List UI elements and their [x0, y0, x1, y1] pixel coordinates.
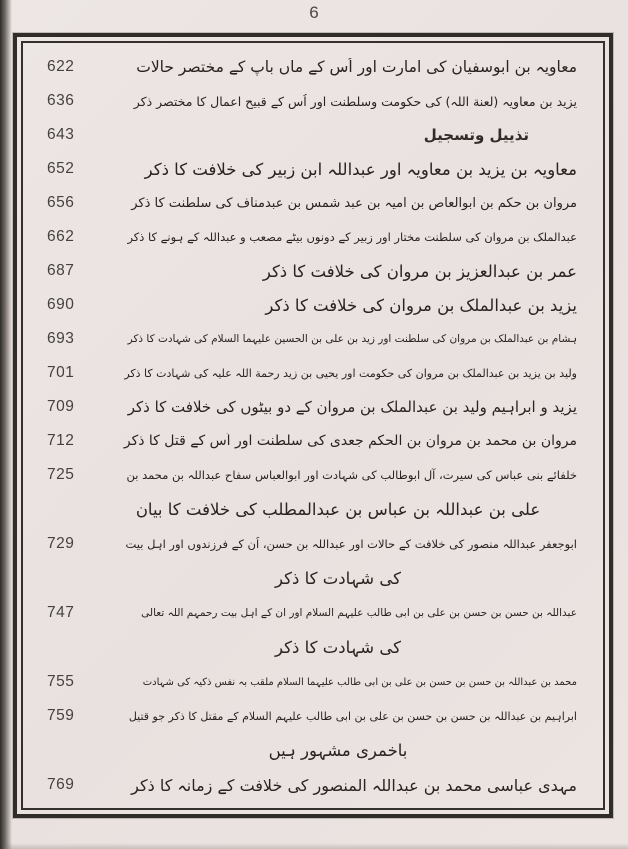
- table-of-contents-list: [23, 43, 603, 808]
- toc-entry: [23, 254, 603, 288]
- toc-entry: [23, 288, 603, 322]
- toc-entry-continuation: [23, 492, 603, 527]
- page-number-header: 6: [309, 3, 319, 22]
- toc-entry-title: مروان بن محمد بن مروان بن الحکم جعدی کی سلطنت اور اُس کے قتل کا ذکر: [123, 433, 577, 449]
- toc-entry: [23, 152, 603, 186]
- toc-page-number: 709: [47, 398, 75, 415]
- toc-entry: [23, 596, 603, 630]
- toc-entry-title: یزید بن عبدالملک بن مروان کی خلافت کا ذکر: [265, 295, 577, 315]
- toc-page-number: 759: [47, 707, 75, 724]
- toc-page-number: 652: [47, 160, 75, 177]
- toc-page-number: 643: [47, 126, 75, 143]
- toc-entry-title: محمد بن عبداللہ بن حسن بن حسن بن علی بن ابی طالب علیہما السلام ملقب بہ نفسِ ذکیہ کی شہادت: [142, 676, 577, 688]
- toc-page-number: 769: [47, 776, 75, 793]
- toc-entry-title: تذييل وتسجيل: [423, 126, 529, 144]
- toc-entry: [23, 356, 603, 390]
- toc-entry-title-continued: باخمری مشہور ہیں: [268, 741, 408, 760]
- toc-entry-continuation: [23, 630, 603, 665]
- toc-entry-title: خلفائے بنی عباس کی سیرت، آلِ ابوطالب کی شہادت اور ابوالعباس سفاح عبداللہ بن محمد بن: [126, 468, 577, 482]
- toc-page-number: 656: [47, 194, 75, 211]
- toc-page-number: 712: [47, 432, 75, 449]
- toc-entry-title: ابوجعفر عبداللہ منصور کی خلافت کے حالات اور عبداللہ بن حسن، اُن کے فرزندوں اور اہلِ بیت: [125, 537, 577, 551]
- toc-entry-title: عبدالملک بن مروان کی سلطنت مختار اور زبیر کے دونوں بیٹے مصعب و عبداللہ کے ہونے کا ذکر: [127, 230, 577, 244]
- toc-entry: [23, 458, 603, 492]
- toc-page-number: 755: [47, 673, 75, 690]
- toc-page-number: 662: [47, 228, 75, 245]
- toc-entry-title: مروان بن حکم بن ابوالعاص بن اُمیہ بن عبد شمس بن عبدمناف کی سلطنت کا ذکر: [131, 195, 577, 211]
- toc-entry: [23, 118, 603, 152]
- toc-entry-title: ابراہیم بن عبداللہ بن حسن بن حسن بن علی بن ابی طالب علیہم السلام کے مقتل کا ذکر جو قتیل: [128, 709, 577, 723]
- toc-entry: [23, 665, 603, 699]
- toc-entry-title: ہشام بن عبدالملک بن مروان کی سلطنت اور زید بن علی بن الحسین علیہما السلام کی شہادت کا ذکر: [127, 333, 577, 345]
- toc-entry-title: یزید بن معاویہ (لعنة اللہ) کی حکومت وسلطنت اور اُس کے قبیح اعمال کا مختصر ذکر: [133, 93, 577, 109]
- toc-entry-continuation: [23, 561, 603, 596]
- toc-entry: [23, 390, 603, 424]
- toc-entry: [23, 527, 603, 561]
- toc-page-number: 636: [47, 92, 75, 109]
- page-bottom-shadow: [0, 843, 628, 849]
- toc-entry: [23, 220, 603, 254]
- toc-entry: [23, 699, 603, 733]
- toc-entry: [23, 186, 603, 220]
- toc-entry-continuation: [23, 733, 603, 768]
- toc-page-number: 725: [47, 466, 75, 483]
- toc-entry: [23, 84, 603, 118]
- toc-page-number: 693: [47, 330, 75, 347]
- toc-page-number: 701: [47, 364, 75, 381]
- book-binding-shadow: [0, 0, 12, 849]
- toc-entry-title: عمر بن عبدالعزیز بن مروان کی خلافت کا ذکر: [262, 261, 577, 281]
- toc-page-number: 729: [47, 535, 75, 552]
- toc-page-number: 690: [47, 296, 75, 313]
- toc-entry-title: عبداللہ بن حسن بن حسن بن علی بن ابی طالب علیہم السلام اور اُن کے اہلِ بیت رحمہم اللہ تعالی: [141, 607, 577, 619]
- toc-entry-title: معاویہ بن ابوسفیان کی امارت اور اُس کے ماں باپ کے مختصر حالات: [136, 58, 577, 76]
- toc-entry-title-continued: کی شہادت کا ذکر: [275, 638, 401, 657]
- toc-entry-title: یزید و ابراہیم ولید بن عبدالملک بن مروان کے دو بیٹوں کی خلافت کا ذکر: [127, 398, 577, 416]
- table-of-contents-frame: [13, 33, 613, 818]
- toc-page-number: 687: [47, 262, 75, 279]
- toc-entry-title-continued: کی شہادت کا ذکر: [275, 569, 401, 588]
- toc-entry-title: ولید بن یزید بن عبدالملک بن مروان کی حکومت اور یحیی بن زید رحمة اللہ علیہ کی شہادت کا ذکر: [124, 366, 577, 380]
- toc-page-number: 747: [47, 604, 75, 621]
- table-of-contents-inner-frame: [21, 41, 605, 810]
- toc-page-number: 622: [47, 58, 75, 75]
- toc-entry: [23, 768, 603, 802]
- toc-entry: [23, 424, 603, 458]
- toc-entry: [23, 50, 603, 84]
- toc-entry: [23, 322, 603, 356]
- toc-entry-title-continued: علی بن عبداللہ بن عباس بن عبدالمطلب کی خلافت کا بیان: [135, 500, 541, 519]
- toc-entry-title: مہدی عباسی محمد بن عبداللہ المنصور کی خلافت کے زمانہ کا ذکر: [131, 775, 577, 795]
- toc-entry-title: معاویہ بن یزید بن معاویہ اور عبداللہ ابن زبیر کی خلافت کا ذکر: [144, 159, 577, 179]
